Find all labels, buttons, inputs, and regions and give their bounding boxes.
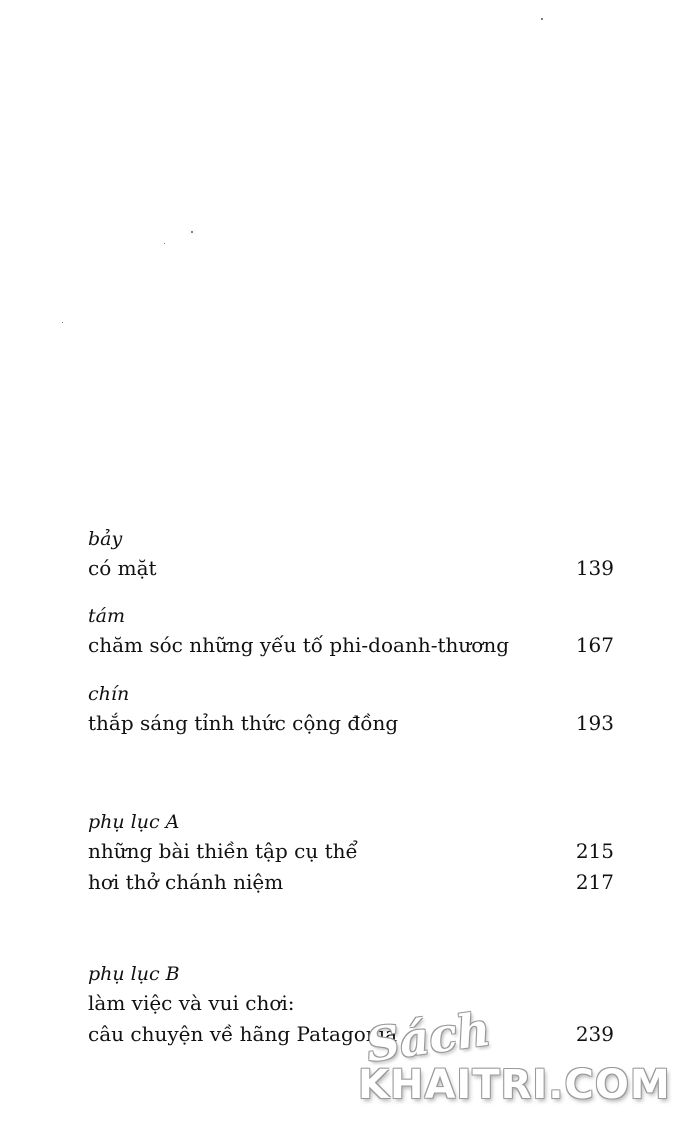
toc-entry[interactable] (88, 553, 614, 584)
page-number: 139 (575, 556, 614, 580)
section-chin (88, 680, 614, 739)
entry-title: có mặt (88, 556, 157, 580)
watermark-text: KHAITRI.COM (358, 1062, 671, 1108)
dust-speck (541, 18, 543, 20)
entry-title: làm việc và vui chơi: (88, 991, 295, 1015)
section-label: tám (88, 605, 125, 627)
entry-title: thắp sáng tỉnh thức cộng đồng (88, 711, 399, 735)
dust-speck (164, 243, 165, 244)
page-number: 239 (575, 1022, 614, 1046)
section-label: phụ lục A (88, 811, 180, 833)
page-number: 215 (575, 839, 614, 863)
toc-entry[interactable] (88, 836, 614, 867)
page-number: 217 (575, 870, 614, 894)
dust-speck (62, 322, 63, 323)
page-number: 167 (575, 633, 614, 657)
entry-title: chăm sóc những yếu tố phi-doanh-thương (88, 633, 509, 657)
entry-title: những bài thiền tập cụ thể (88, 839, 358, 863)
entry-title: hơi thở chánh niệm (88, 870, 284, 894)
section-label: bảy (88, 528, 123, 550)
section-bay (88, 525, 614, 584)
watermark-script: Sách (362, 1001, 494, 1073)
toc-entry[interactable] (88, 630, 614, 661)
watermark-logo (358, 1001, 698, 1122)
section-label: chín (88, 683, 130, 705)
page-number: 193 (575, 711, 614, 735)
section-tam (88, 602, 614, 661)
toc-entry[interactable] (88, 708, 614, 739)
entry-title: câu chuyện về hãng Patagonia (88, 1022, 397, 1046)
dust-speck (191, 231, 193, 233)
section-appendix-a (88, 808, 614, 898)
toc-entry[interactable] (88, 867, 614, 898)
section-label: phụ lục B (88, 963, 180, 985)
